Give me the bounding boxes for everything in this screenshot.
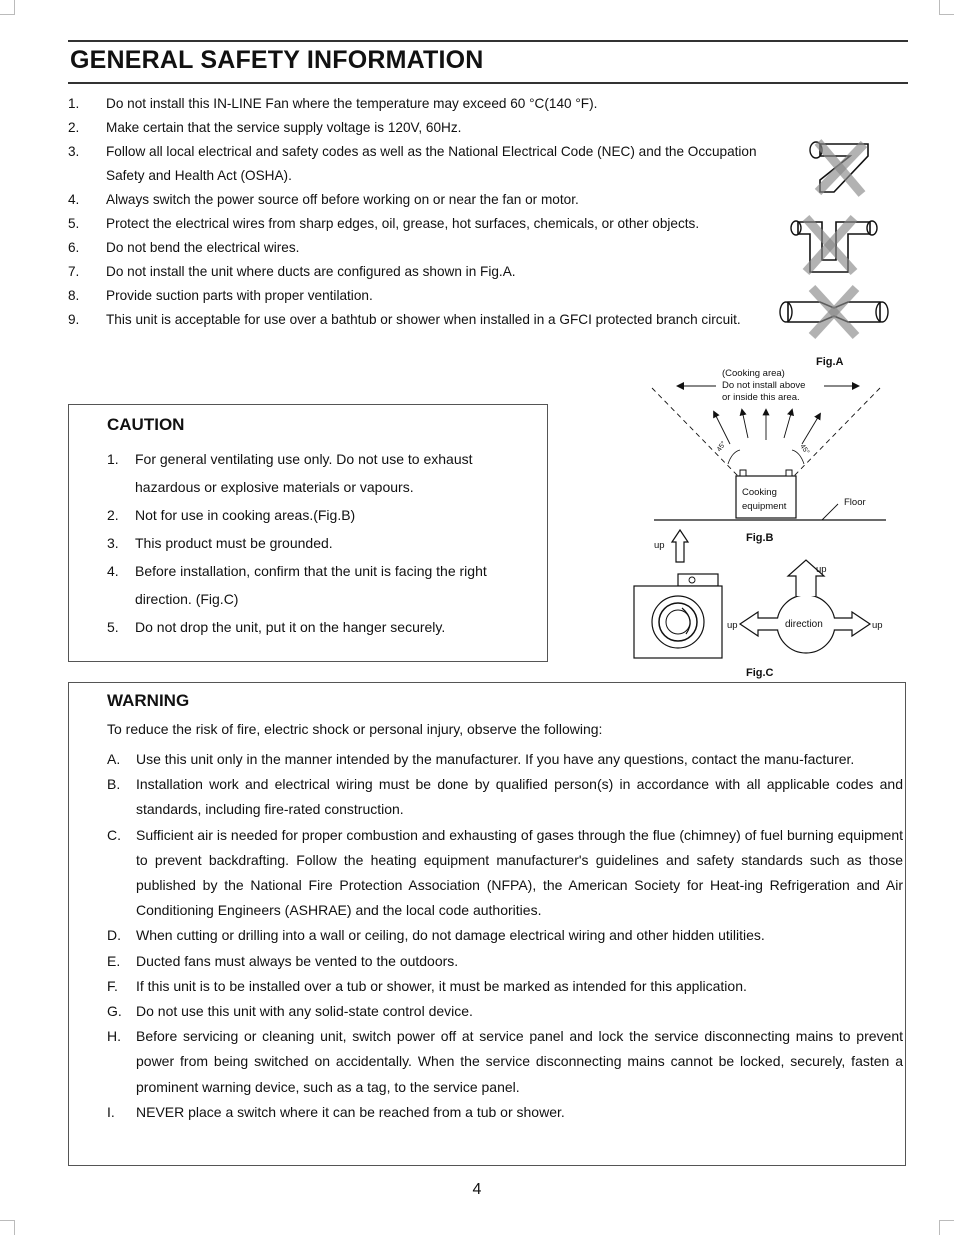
item-text: This unit is acceptable for use over a bathtub or shower when installed in a GFCI protected branch circuit. <box>106 312 741 327</box>
item-text: Before installation, confirm that the unit is facing the right direction. (Fig.C) <box>135 563 487 607</box>
title-rule-bottom <box>68 82 908 84</box>
item-number: 4. <box>107 563 119 579</box>
item-number: 6. <box>68 240 80 255</box>
up-left-label: up <box>727 620 738 631</box>
item-text: Do not use this unit with any solid-state control device. <box>136 1003 473 1020</box>
item-text: When cutting or drilling into a wall or ceiling, do not damage electrical wiring and other hidden utilities. <box>136 927 765 944</box>
item-text: Provide suction parts with proper ventilation. <box>106 288 373 303</box>
item-text: Not for use in cooking areas.(Fig.B) <box>135 507 356 523</box>
boundary-right <box>794 388 880 476</box>
fig-b-note-1: (Cooking area) <box>722 368 785 379</box>
list-item <box>68 140 778 188</box>
direction-label: direction <box>785 619 823 630</box>
item-text: If this unit is to be installed over a tub or shower, it must be marked as intended for this application. <box>136 977 747 994</box>
list-item <box>107 949 903 974</box>
up-top-label: up <box>816 564 827 575</box>
item-text: For general ventilating use only. Do not use to exhaust hazardous or explosive materials or vapours. <box>135 451 473 495</box>
fig-b-note-3: or inside this area. <box>722 392 800 403</box>
item-text: Do not install this IN-LINE Fan where the temperature may exceed 60 °C(140 °F). <box>106 96 598 111</box>
fig-c-orientation-diagram <box>630 524 892 680</box>
list-item <box>107 529 507 557</box>
elbow-duct-icon <box>810 142 868 194</box>
item-number: 5. <box>68 216 80 231</box>
heat-arrow <box>714 412 730 444</box>
list-item <box>68 260 778 284</box>
item-number: 9. <box>68 312 80 327</box>
item-number: A. <box>107 751 121 767</box>
page-title: GENERAL SAFETY INFORMATION <box>70 46 484 74</box>
title-rule-top <box>68 40 908 42</box>
page-number: 4 <box>472 1181 482 1198</box>
item-text: Installation work and electrical wiring must be done by qualified person(s) in accordance with all applicable codes and standards, including fire-rated construction. <box>136 776 903 818</box>
item-text: Before servicing or cleaning unit, switch power off at service panel and lock the service disconnecting mains to prevent power from being switched on accidentally. When the service disconnecting mains cannot be locked, securely, fasten a prominent warning device, such as a tag, to the service panel. <box>136 1028 903 1095</box>
heat-arrow <box>784 410 792 438</box>
list-item <box>107 747 903 772</box>
fig-c-label: Fig.C <box>746 667 774 679</box>
item-number: 1. <box>68 96 80 111</box>
caution-box <box>68 404 548 662</box>
list-item <box>107 1024 903 1100</box>
list-item <box>68 236 778 260</box>
list-item <box>68 212 778 236</box>
fan-unit-body <box>634 586 722 658</box>
unit-connector <box>678 574 718 586</box>
direction-arrow-left <box>740 612 778 636</box>
up-arrow-icon <box>672 530 688 562</box>
list-item <box>107 823 903 924</box>
warning-title: WARNING <box>107 691 190 710</box>
list-item <box>68 188 778 212</box>
caution-list <box>107 445 507 641</box>
angle-left: 45° <box>715 440 728 454</box>
direction-arrow-right <box>834 612 870 636</box>
heat-arrow <box>742 410 748 438</box>
item-text: Protect the electrical wires from sharp edges, oil, grease, hot surfaces, chemicals, or other objects. <box>106 216 700 231</box>
item-number: D. <box>107 927 121 944</box>
unit-up-label: up <box>654 540 665 551</box>
caution-title: CAUTION <box>107 415 185 434</box>
fig-a-duct-diagrams <box>776 136 896 368</box>
item-number: 3. <box>68 144 80 159</box>
list-item <box>107 1100 903 1125</box>
equipment-label-2: equipment <box>742 501 787 512</box>
item-number: I. <box>107 1103 115 1120</box>
item-number: 7. <box>68 264 80 279</box>
item-number: H. <box>107 1028 121 1045</box>
crop-mark <box>939 0 954 15</box>
general-safety-list <box>68 92 778 332</box>
list-item <box>107 501 507 529</box>
list-item <box>107 772 903 822</box>
item-text: Ducted fans must always be vented to the outdoors. <box>136 952 459 969</box>
warning-list <box>107 747 903 1125</box>
up-right-label: up <box>872 620 883 631</box>
item-text: Always switch the power source off before working on or near the fan or motor. <box>106 192 579 207</box>
item-text: Sufficient air is needed for proper combustion and exhausting of gases through the flue (chimney) of fuel burning equipment to prevent backdrafting. Follow the heating equipment manufacturer's guidelines and safety standards such as those published by the National Fire Protection Association (NFPA), the American Society for Heat-ing Refrigeration and Air Conditioning Engineers (ASHRAE) and the local code authorities. <box>136 826 903 919</box>
item-number: 4. <box>68 192 80 207</box>
list-item <box>107 445 507 501</box>
heat-arrow <box>802 414 820 444</box>
item-number: 5. <box>107 619 119 635</box>
fig-b-note-2: Do not install above <box>722 380 806 391</box>
item-text: Make certain that the service supply voltage is 120V, 60Hz. <box>106 120 462 135</box>
pinched-duct-icon <box>780 288 888 336</box>
item-text: Do not install the unit where ducts are configured as shown in Fig.A. <box>106 264 516 279</box>
u-bend-duct-icon <box>791 218 877 272</box>
item-number: F. <box>107 977 118 994</box>
fig-a-label: Fig.A <box>816 356 844 368</box>
crop-mark <box>939 1220 954 1235</box>
crop-mark <box>0 1220 15 1235</box>
warning-intro: To reduce the risk of fire, electric shock or personal injury, observe the following: <box>107 721 603 737</box>
list-item <box>107 974 903 999</box>
item-number: C. <box>107 826 121 843</box>
list-item <box>68 308 778 332</box>
warning-box <box>68 682 906 1166</box>
item-text: Do not drop the unit, put it on the hanger securely. <box>135 619 446 635</box>
item-number: 1. <box>107 451 119 467</box>
floor-label: Floor <box>844 497 866 508</box>
list-item <box>107 999 903 1024</box>
item-number: 8. <box>68 288 80 303</box>
item-number: E. <box>107 952 121 969</box>
fig-b-label: Fig.B <box>746 532 774 544</box>
list-item <box>107 613 507 641</box>
fig-b-cooking-area-diagram <box>640 360 890 545</box>
crop-mark <box>0 0 15 15</box>
item-text: Follow all local electrical and safety codes as well as the National Electrical Code (NEC) and the Occupation Safety and Health Act (OSHA). <box>106 144 757 183</box>
item-text: NEVER place a switch where it can be reached from a tub or shower. <box>136 1103 565 1120</box>
item-number: G. <box>107 1003 122 1020</box>
list-item <box>107 923 903 948</box>
list-item <box>68 284 778 308</box>
item-number: 2. <box>107 507 119 523</box>
equipment-label-1: Cooking <box>742 487 777 498</box>
item-number: B. <box>107 776 121 793</box>
angle-right: 45° <box>798 443 811 456</box>
item-text: Use this unit only in the manner intended by the manufacturer. If you have any questions, contact the manu-facturer. <box>136 751 855 767</box>
item-text: This product must be grounded. <box>135 535 333 551</box>
item-text: Do not bend the electrical wires. <box>106 240 300 255</box>
item-number: 3. <box>107 535 119 551</box>
list-item <box>68 116 778 140</box>
list-item <box>68 92 778 116</box>
item-number: 2. <box>68 120 80 135</box>
list-item <box>107 557 507 613</box>
